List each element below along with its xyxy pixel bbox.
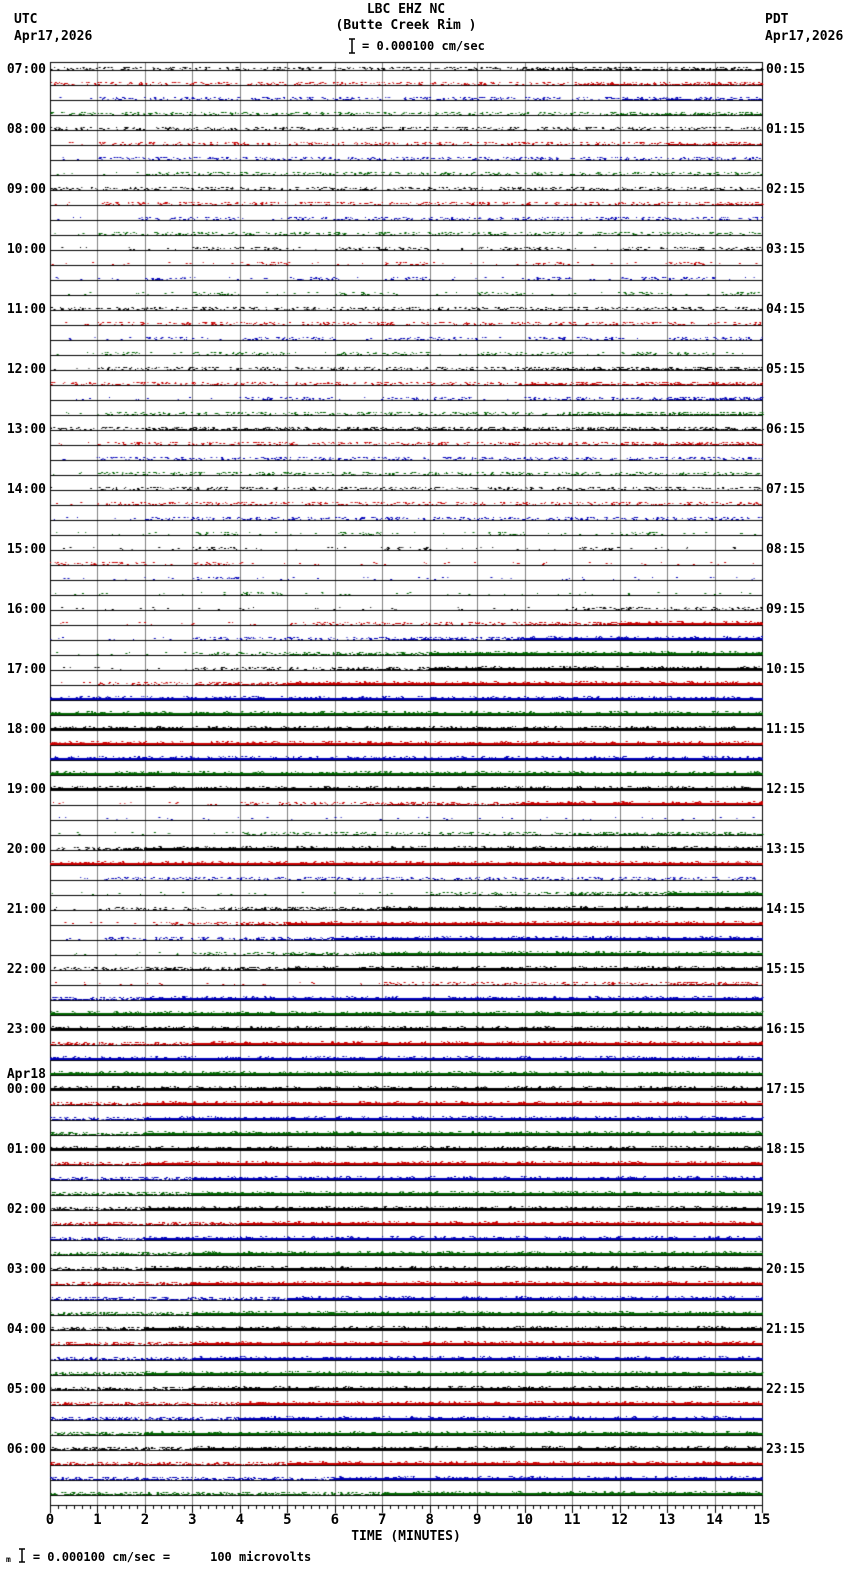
pdt-hour-label: 22:15	[766, 1382, 806, 1397]
utc-hour-label: 11:00	[6, 302, 46, 317]
utc-hour-label: 17:00	[6, 662, 46, 677]
utc-hour-label: 02:00	[6, 1202, 46, 1217]
pdt-hour-label: 06:15	[766, 422, 806, 437]
utc-date-label: Apr18	[6, 1067, 46, 1082]
pdt-hour-label: 12:15	[766, 782, 806, 797]
x-axis-tick-label: 0	[45, 1512, 55, 1528]
utc-hour-label: 13:00	[6, 422, 46, 437]
utc-hour-label: 14:00	[6, 482, 46, 497]
footer-scale-legend	[6, 1547, 311, 1564]
utc-hour-label: 23:00	[6, 1022, 46, 1037]
x-axis-tick-label: 15	[753, 1512, 771, 1528]
station-title: LBC EHZ NC	[366, 2, 446, 17]
header-scale-text: = 0.000100 cm/sec	[362, 39, 485, 53]
x-axis-tick-label: 5	[283, 1512, 292, 1528]
left-timezone-label: UTC	[14, 12, 38, 27]
x-axis-tick-label: 6	[330, 1512, 340, 1528]
pdt-hour-label: 02:15	[766, 182, 806, 197]
utc-hour-label: 06:00	[6, 1442, 46, 1457]
pdt-hour-label: 00:15	[766, 62, 806, 77]
utc-hour-label: 15:00	[6, 542, 46, 557]
right-timezone-label: PDT	[765, 12, 789, 27]
pdt-hour-label: 21:15	[766, 1322, 806, 1337]
left-date-label: Apr17,2026	[14, 29, 93, 44]
utc-hour-label: 18:00	[6, 722, 46, 737]
pdt-hour-label: 18:15	[766, 1142, 806, 1157]
pdt-hour-label: 19:15	[766, 1202, 806, 1217]
utc-hour-label: 21:00	[6, 902, 46, 917]
utc-hour-label: 20:00	[6, 842, 46, 857]
pdt-hour-label: 16:15	[766, 1022, 806, 1037]
pdt-hour-label: 08:15	[766, 542, 806, 557]
pdt-hour-label: 17:15	[766, 1082, 806, 1097]
pdt-hour-label: 15:15	[766, 962, 806, 977]
utc-hour-label: 10:00	[6, 242, 46, 257]
pdt-hour-label: 07:15	[766, 482, 806, 497]
x-axis-tick-label: 10	[516, 1512, 534, 1528]
footer-microvolts: 100 microvolts	[210, 1550, 312, 1564]
utc-hour-label: 00:00	[6, 1082, 46, 1097]
utc-hour-label: 07:00	[6, 62, 46, 77]
x-axis-title: TIME (MINUTES)	[351, 1529, 461, 1544]
utc-hour-label: 16:00	[6, 602, 46, 617]
pdt-hour-label: 11:15	[766, 722, 806, 737]
footer-scale-text: = 0.000100 cm/sec =	[32, 1550, 171, 1564]
pdt-hour-label: 20:15	[766, 1262, 806, 1277]
pdt-hour-label: 03:15	[766, 242, 806, 257]
header-scale-legend	[347, 37, 485, 55]
pdt-hour-label: 05:15	[766, 362, 806, 377]
utc-hour-label: 19:00	[6, 782, 46, 797]
utc-hour-label: 22:00	[6, 962, 46, 977]
pdt-hour-label: 14:15	[766, 902, 806, 917]
utc-hour-label: 05:00	[6, 1382, 46, 1397]
x-axis-tick-label: 11	[563, 1512, 581, 1528]
pdt-hour-label: 09:15	[766, 602, 806, 617]
footer-prefix: m	[6, 1555, 11, 1564]
x-axis-tick-label: 8	[425, 1512, 434, 1528]
pdt-hour-label: 10:15	[766, 662, 806, 677]
scale-bar-icon	[17, 1547, 27, 1564]
right-date-label: Apr17,2026	[765, 29, 844, 44]
x-axis-tick-label: 2	[140, 1512, 150, 1528]
utc-hour-label: 01:00	[6, 1142, 46, 1157]
x-axis-tick-label: 7	[378, 1512, 387, 1528]
station-location: (Butte Creek Rim )	[335, 18, 477, 33]
x-axis-tick-label: 13	[658, 1512, 676, 1528]
pdt-hour-label: 01:15	[766, 122, 806, 137]
x-axis-tick-label: 12	[611, 1512, 629, 1528]
pdt-hour-label: 04:15	[766, 302, 806, 317]
utc-hour-label: 12:00	[6, 362, 46, 377]
x-axis-tick-label: 14	[706, 1512, 723, 1528]
utc-hour-label: 08:00	[6, 122, 46, 137]
scale-bar-icon	[347, 37, 357, 55]
pdt-hour-label: 23:15	[766, 1442, 806, 1457]
x-axis-tick-label: 3	[188, 1512, 197, 1528]
x-axis-tick-label: 9	[472, 1512, 482, 1528]
utc-hour-label: 03:00	[6, 1262, 46, 1277]
utc-hour-label: 04:00	[6, 1322, 46, 1337]
pdt-hour-label: 13:15	[766, 842, 806, 857]
x-axis-tick-label: 4	[235, 1512, 245, 1528]
utc-hour-label: 09:00	[6, 182, 46, 197]
x-axis-tick-label: 1	[93, 1512, 102, 1528]
